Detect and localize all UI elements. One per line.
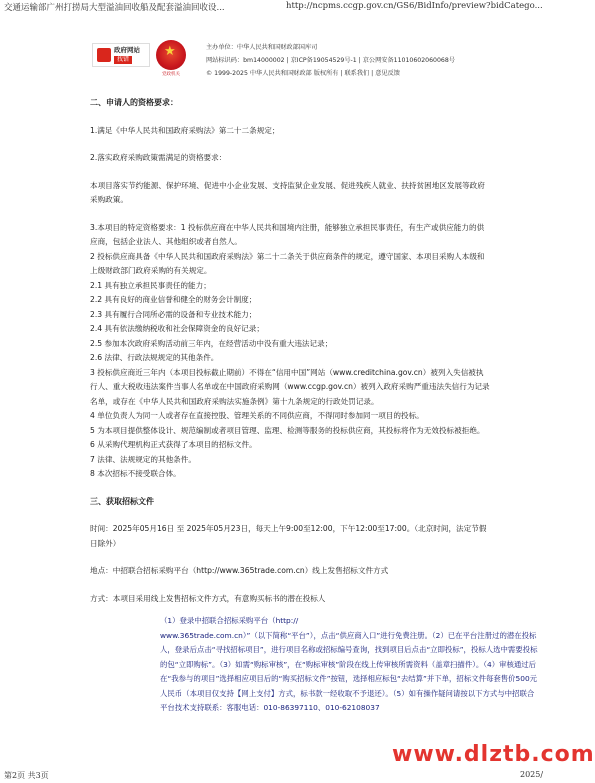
page-number: 第2页 共3页 — [4, 771, 49, 780]
paragraph: 2.5 参加本次政府采购活动前三年内，在经营活动中没有重大违法记录； — [90, 338, 333, 348]
overlay-line: （1）登录中招联合招标采购平台（http:// — [160, 616, 299, 625]
site-header — [92, 40, 492, 92]
paragraph: 本项目落实节约能源、保护环境、促进中小企业发展、支持监狱企业发展、促进残疾人就业、扶持贫困地区发展等政府采购政策。 — [90, 180, 485, 204]
host-line: 主办单位：中华人民共和国财政部国库司 — [206, 44, 318, 51]
paragraph: 时间：2025年05月16日 至 2025年05月23日，每天上午9:00至12:00，下午12:00至17:00。（北京时间，法定节假日除外） — [90, 524, 487, 548]
paragraph: 方式：本项目采用线上发售招标文件方式，有意购买标书的潜在投标人 — [90, 593, 326, 603]
star-icon: ★ — [164, 44, 176, 59]
paragraph: 1.满足《中华人民共和国政府采购法》第二十二条规定； — [90, 125, 280, 135]
print-header-url[interactable]: http://ncpms.ccgp.gov.cn/GS6/BidInfo/preview?bidCatego... — [286, 1, 543, 11]
overlay-line: www.365trade.com.cn）”（以下简称“平台”），点击“供应商入口”进行免费注册。（2）已在平台注册过的潜在投标人，登录后点击“寻找招标项目”，进行项目名称或招标编号查询，找到项目后点击“立即投标”，投标人选中需要投标的包“立即购标”。（3）如需“购标审核”，在“购标审核”阶段在线上传审核所需资料（盖章扫描件）。（4）审核通过后在“我参与的项目”选择相应项目后的“购买招标文件”按钮，选择相应标包“去结算”并下单，招标文件每套售价500元人民币（本项目仅支持【网上支付】方式，标书款一经收取不予退还）。（5）如有操作疑问请按以下方式与中招联合平台技术支持联系：客服电话：010-86397110、010-62108037 — [160, 630, 538, 712]
print-date: 2025/ — [520, 770, 544, 779]
paragraph: 2.4 具有依法缴纳税收和社会保障资金的良好记录； — [90, 324, 264, 333]
document-body — [90, 96, 490, 606]
paragraph: 5 为本项目提供整体设计、规范编制或者项目管理、监理、检测等服务的投标供应商，其投标将作为无效投标被拒绝。 — [90, 425, 485, 435]
paragraph: 8 本次招标不接受联合体。 — [90, 469, 181, 478]
emblem-caption: 党政机关 — [162, 72, 180, 77]
print-header — [0, 0, 554, 14]
print-footer — [0, 768, 554, 783]
paragraph: 2.6 法律、行政法规规定的其他条件。 — [90, 353, 219, 362]
logo-mark-icon — [97, 48, 111, 62]
paragraph: 2.3 具有履行合同所必需的设备和专业技术能力； — [90, 309, 257, 319]
paragraph: 4 单位负责人为同一人或者存在直接控股、管理关系的不同供应商，不得同时参加同一项目的投标。 — [90, 411, 424, 420]
print-header-title: 交通运输部广州打捞局大型溢油回收船及配套溢油回收设... — [4, 3, 225, 13]
section-title-qualifications: 二、申请人的资格要求： — [90, 98, 178, 107]
site-watermark: www.dlztb.com — [392, 742, 595, 767]
paragraph: 6 从采购代理机构正式获得了本项目的招标文件。 — [90, 440, 257, 449]
paragraph: 2 投标供应商具备《中华人民共和国政府采购法》第二十二条关于供应商条件的规定，遵守国家、本项目采购人本级和上级财政部门政府采购的有关规定。 — [90, 251, 485, 275]
paragraph: 2.落实政府采购政策需满足的资格要求： — [90, 153, 227, 162]
paragraph: 3 投标供应商近三年内（本项目投标截止期前）不得在“信用中国”网站（www.creditchina.gov.cn）被列入失信被执行人、重大税收违法案件当事人名单或在中国政府采购网（www.ccgp.gov.cn）被列入政府采购严重违法失信行为记录名单，或存在《中华人民共和国政府采购法实施条例》第十九条规定的行政处罚记录。 — [90, 367, 490, 406]
paragraph: 地点：中招联合招标采购平台（http://www.365trade.com.cn）线上发售招标文件方式 — [90, 566, 389, 575]
logo-text: 政府网站 — [114, 46, 140, 54]
paragraph: 2.2 具有良好的商业信誉和健全的财务会计制度； — [90, 295, 257, 304]
purchase-steps — [160, 614, 540, 716]
party-emblem-icon[interactable] — [156, 40, 186, 70]
ids-line: 网站标识码：bm14000002 | 京ICP备19054529号-1 | 京公网安备11010602060068号 — [206, 57, 455, 64]
paragraph: 7 法律、法规规定的其他条件。 — [90, 454, 196, 464]
gov-site-logo[interactable] — [92, 43, 150, 67]
site-info — [206, 41, 455, 80]
logo-badge: 找错 — [114, 56, 132, 64]
copyright-line: © 1999-2025 中华人民共和国财政部 版权所有 | 联系我们 | 意见反馈 — [206, 70, 400, 77]
paragraph: 3.本项目的特定资格要求：1 投标供应商在中华人民共和国境内注册，能够独立承担民事责任，有生产或供应能力的供应商，包括企业法人、其他组织或者自然人。 — [90, 222, 485, 246]
section-title-obtain-docs: 三、获取招标文件 — [90, 496, 154, 506]
paragraph: 2.1 具有独立承担民事责任的能力； — [90, 280, 211, 290]
